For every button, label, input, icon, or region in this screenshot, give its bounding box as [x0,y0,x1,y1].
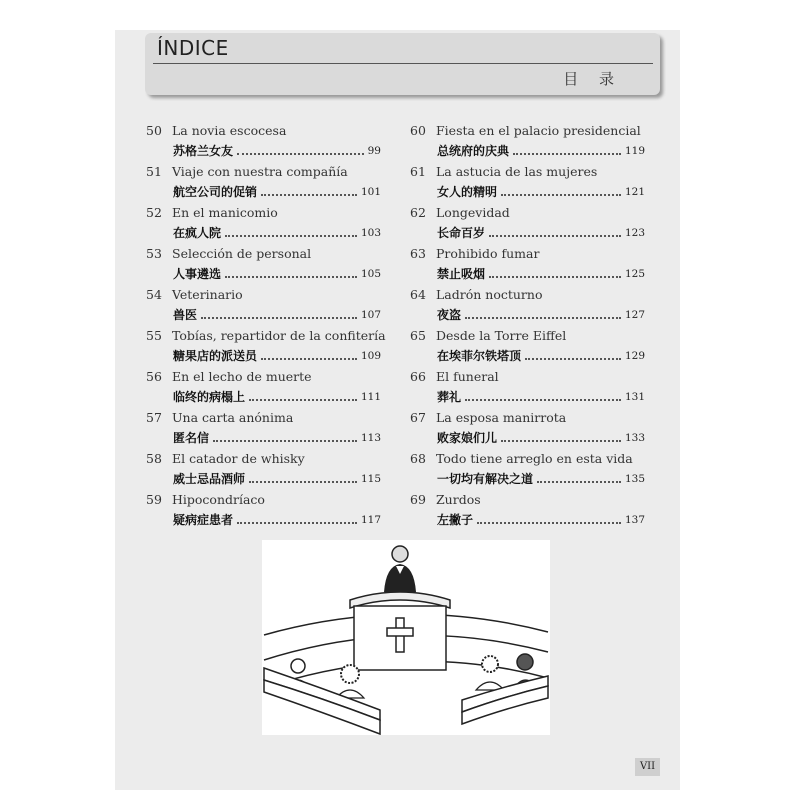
entry-title-chinese: 禁止吸烟 [437,267,486,281]
toc-entry [410,204,645,240]
entry-number: 66 [410,369,426,384]
entry-title-chinese: 长命百岁 [437,226,486,240]
leader-dots [225,276,357,278]
entry-title-chinese: 人事遴选 [173,267,222,281]
entry-title-spanish: La astucia de las mujeres [436,164,598,179]
toc-entry [410,163,645,199]
toc-entry [410,122,645,158]
entry-title-spanish: La novia escocesa [172,123,287,138]
leader-dots [261,194,357,196]
entry-page-number: 131 [624,391,645,403]
leader-dots [237,522,357,524]
entry-page-number: 115 [360,473,381,485]
entry-page-number: 109 [360,350,381,362]
entry-number: 60 [410,123,426,138]
entry-number: 51 [146,164,162,179]
entry-title-spanish: En el lecho de muerte [172,369,312,384]
toc-entry [146,163,381,199]
entry-title-chinese: 夜盗 [437,308,462,322]
entry-page-number: 111 [360,391,381,403]
entry-title-chinese: 糖果店的派送员 [173,349,258,363]
entry-page-number: 133 [624,432,645,444]
entry-number: 56 [146,369,162,384]
page-number: VII [635,758,660,776]
entry-page-number: 123 [624,227,645,239]
entry-page-number: 99 [367,145,381,157]
toc-entry [146,491,381,527]
leader-dots [501,194,621,196]
leader-dots [537,481,621,483]
toc-entry [410,409,645,445]
entry-title-spanish: Selección de personal [172,246,312,261]
entry-title-spanish: La esposa manirrota [436,410,567,425]
toc-entry [410,450,645,486]
toc-entry [146,327,386,363]
entry-title-chinese: 总统府的庆典 [437,144,510,158]
entry-page-number: 137 [624,514,645,526]
leader-dots [201,317,357,319]
entry-number: 65 [410,328,426,343]
entry-title-spanish: Prohibido fumar [436,246,540,261]
entry-number: 57 [146,410,162,425]
entry-page-number: 121 [624,186,645,198]
entry-title-chinese: 苏格兰女友 [173,144,234,158]
leader-dots [477,522,621,524]
toc-entry [410,491,645,527]
leader-dots [249,399,357,401]
entry-number: 64 [410,287,426,302]
toc-entry [146,245,381,281]
entry-title-chinese: 败家娘们儿 [437,431,498,445]
entry-title-chinese: 航空公司的促销 [173,185,258,199]
toc-entry [410,245,645,281]
entry-number: 59 [146,492,162,507]
toc-entry [146,368,381,404]
toc-entry [146,409,381,445]
index-title: ÍNDICE [157,36,229,60]
entry-number: 50 [146,123,162,138]
entry-title-chinese: 匿名信 [173,431,210,445]
entry-title-spanish: Viaje con nuestra compañía [172,164,348,179]
leader-dots [225,235,357,237]
entry-number: 53 [146,246,162,261]
entry-page-number: 113 [360,432,381,444]
leader-dots [501,440,621,442]
entry-title-chinese: 在埃菲尔铁塔顶 [437,349,522,363]
entry-number: 69 [410,492,426,507]
entry-number: 63 [410,246,426,261]
leader-dots [489,276,621,278]
entry-page-number: 101 [360,186,381,198]
leader-dots [261,358,357,360]
entry-title-spanish: Veterinario [172,287,243,302]
toc-entry [146,286,381,322]
entry-page-number: 127 [624,309,645,321]
entry-number: 67 [410,410,426,425]
leader-dots [489,235,621,237]
entry-page-number: 103 [360,227,381,239]
entry-title-spanish: El funeral [436,369,499,384]
entry-number: 62 [410,205,426,220]
leader-dots [465,317,621,319]
index-subtitle: 目 录 [563,70,622,88]
entry-title-spanish: Todo tiene arreglo en esta vida [436,451,633,466]
entry-number: 68 [410,451,426,466]
leader-dots [237,153,364,155]
leader-dots [525,358,621,360]
entry-title-spanish: Ladrón nocturno [436,287,543,302]
church-funeral-illustration [262,540,550,735]
entry-page-number: 125 [624,268,645,280]
entry-title-spanish: Hipocondríaco [172,492,265,507]
entry-title-spanish: Tobías, repartidor de la confitería [172,328,386,343]
entry-title-spanish: Una carta anónima [172,410,294,425]
toc-entry [410,368,645,404]
toc-entry [146,122,381,158]
entry-page-number: 129 [624,350,645,362]
toc-entry [410,286,645,322]
entry-title-chinese: 威士忌品酒师 [173,472,246,486]
entry-title-spanish: Desde la Torre Eiffel [436,328,567,343]
leader-dots [249,481,357,483]
leader-dots [213,440,357,442]
entry-title-chinese: 临终的病榻上 [173,390,246,404]
entry-number: 61 [410,164,426,179]
leader-dots [513,153,621,155]
entry-page-number: 107 [360,309,381,321]
toc-entry [146,204,381,240]
entry-title-chinese: 葬礼 [437,390,462,404]
header-rule [153,63,653,64]
toc-entry [410,327,645,363]
entry-title-chinese: 疑病症患者 [173,513,234,527]
entry-title-chinese: 兽医 [173,308,198,322]
entry-page-number: 119 [624,145,645,157]
entry-page-number: 117 [360,514,381,526]
toc-entry [146,450,381,486]
entry-number: 52 [146,205,162,220]
entry-title-chinese: 女人的精明 [437,185,498,199]
entry-page-number: 105 [360,268,381,280]
entry-title-spanish: Zurdos [436,492,481,507]
entry-title-chinese: 左撇子 [437,513,474,527]
entry-number: 54 [146,287,162,302]
entry-title-spanish: Fiesta en el palacio presidencial [436,123,641,138]
entry-title-chinese: 在疯人院 [173,226,222,240]
entry-title-spanish: En el manicomio [172,205,278,220]
leader-dots [465,399,621,401]
entry-title-spanish: El catador de whisky [172,451,305,466]
entry-title-chinese: 一切均有解决之道 [437,472,534,486]
entry-page-number: 135 [624,473,645,485]
entry-number: 55 [146,328,162,343]
entry-number: 58 [146,451,162,466]
entry-title-spanish: Longevidad [436,205,510,220]
